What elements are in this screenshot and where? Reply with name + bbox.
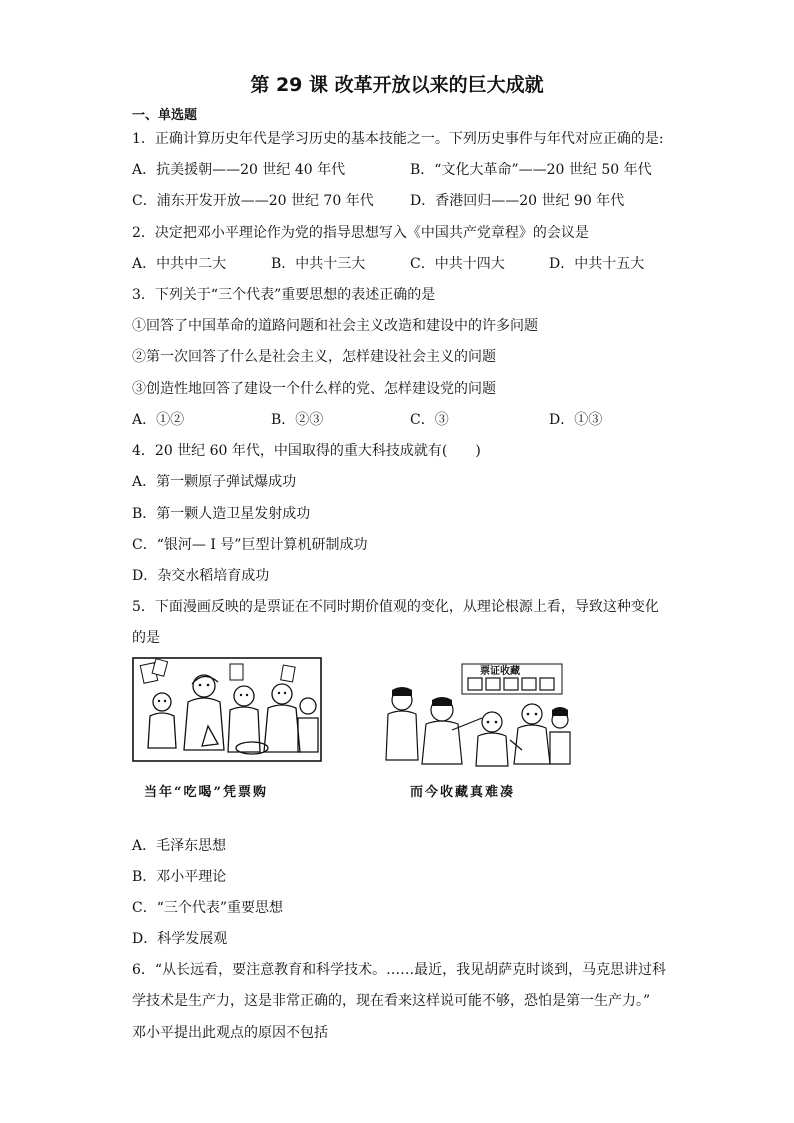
question-1-option-a: A．抗美援朝——20 世纪 40 年代 bbox=[132, 162, 346, 178]
question-5-stem-line-1: 5．下面漫画反映的是票证在不同时期价值观的变化，从理论根源上看，导致这种变化 bbox=[132, 599, 659, 615]
question-5-option-a: A．毛泽东思想 bbox=[132, 838, 227, 854]
question-1-option-c: C．浦东开发开放——20 世纪 70 年代 bbox=[132, 193, 374, 209]
cartoon-left-caption: 当年“吃喝”凭票购 bbox=[144, 785, 268, 800]
question-6-line-2: 学技术是生产力，这是非常正确的，现在看来这样说可能不够，恐怕是第一生产力。” bbox=[132, 993, 651, 1009]
cartoon-left-image bbox=[132, 656, 324, 764]
question-3-statement-2: ②第一次回答了什么是社会主义，怎样建设社会主义的问题 bbox=[132, 349, 496, 365]
question-6-line-3: 邓小平提出此观点的原因不包括 bbox=[132, 1025, 328, 1041]
section-heading: 一、单选题 bbox=[132, 108, 198, 123]
question-2-stem: 2．决定把邓小平理论作为党的指导思想写入《中国共产党章程》的会议是 bbox=[132, 225, 589, 241]
question-2-option-b: B．中共十三大 bbox=[271, 256, 366, 272]
cartoon-right-caption: 而今收藏真难凑 bbox=[410, 785, 516, 800]
question-1-option-b: B．“文化大革命”——20 世纪 50 年代 bbox=[410, 162, 652, 178]
question-3-statement-1: ①回答了中国革命的道路问题和社会主义改造和建设中的许多问题 bbox=[132, 318, 538, 334]
question-6-line-1: 6．“从长远看，要注意教育和科学技术。……最近，我见胡萨克时谈到，马克思讲过科 bbox=[132, 962, 667, 978]
question-1-stem: 1．正确计算历史年代是学习历史的基本技能之一。下列历史事件与年代对应正确的是: bbox=[132, 131, 664, 147]
question-5-stem-line-2: 的是 bbox=[132, 630, 160, 646]
question-3-option-a: A．①② bbox=[132, 412, 185, 428]
page-title: 第 29 课 改革开放以来的巨大成就 bbox=[250, 74, 544, 96]
question-3-option-d: D．①③ bbox=[549, 412, 603, 428]
question-4-stem: 4．20 世纪 60 年代，中国取得的重大科技成就有( ) bbox=[132, 443, 481, 459]
question-3-stem: 3．下列关于“三个代表”重要思想的表述正确的是 bbox=[132, 287, 436, 303]
question-3-option-c: C．③ bbox=[410, 412, 449, 428]
question-4-option-b: B．第一颗人造卫星发射成功 bbox=[132, 506, 311, 522]
question-1-option-d: D．香港回归——20 世纪 90 年代 bbox=[410, 193, 625, 209]
cartoon-right-sign: 票证收藏 bbox=[480, 666, 520, 677]
question-5-option-d: D．科学发展观 bbox=[132, 931, 228, 947]
cartoon-right-image bbox=[382, 660, 572, 772]
question-4-option-a: A．第一颗原子弹试爆成功 bbox=[132, 474, 297, 490]
question-5-option-b: B．邓小平理论 bbox=[132, 869, 227, 885]
question-2-option-a: A．中共中二大 bbox=[132, 256, 227, 272]
question-3-statement-3: ③创造性地回答了建设一个什么样的党、怎样建设党的问题 bbox=[132, 381, 496, 397]
question-2-option-c: C．中共十四大 bbox=[410, 256, 505, 272]
question-4-option-c: C．“银河— I 号”巨型计算机研制成功 bbox=[132, 537, 368, 553]
question-5-option-c: C．“三个代表”重要思想 bbox=[132, 900, 284, 916]
question-2-option-d: D．中共十五大 bbox=[549, 256, 645, 272]
question-3-option-b: B．②③ bbox=[271, 412, 324, 428]
question-4-option-d: D．杂交水稻培育成功 bbox=[132, 568, 270, 584]
